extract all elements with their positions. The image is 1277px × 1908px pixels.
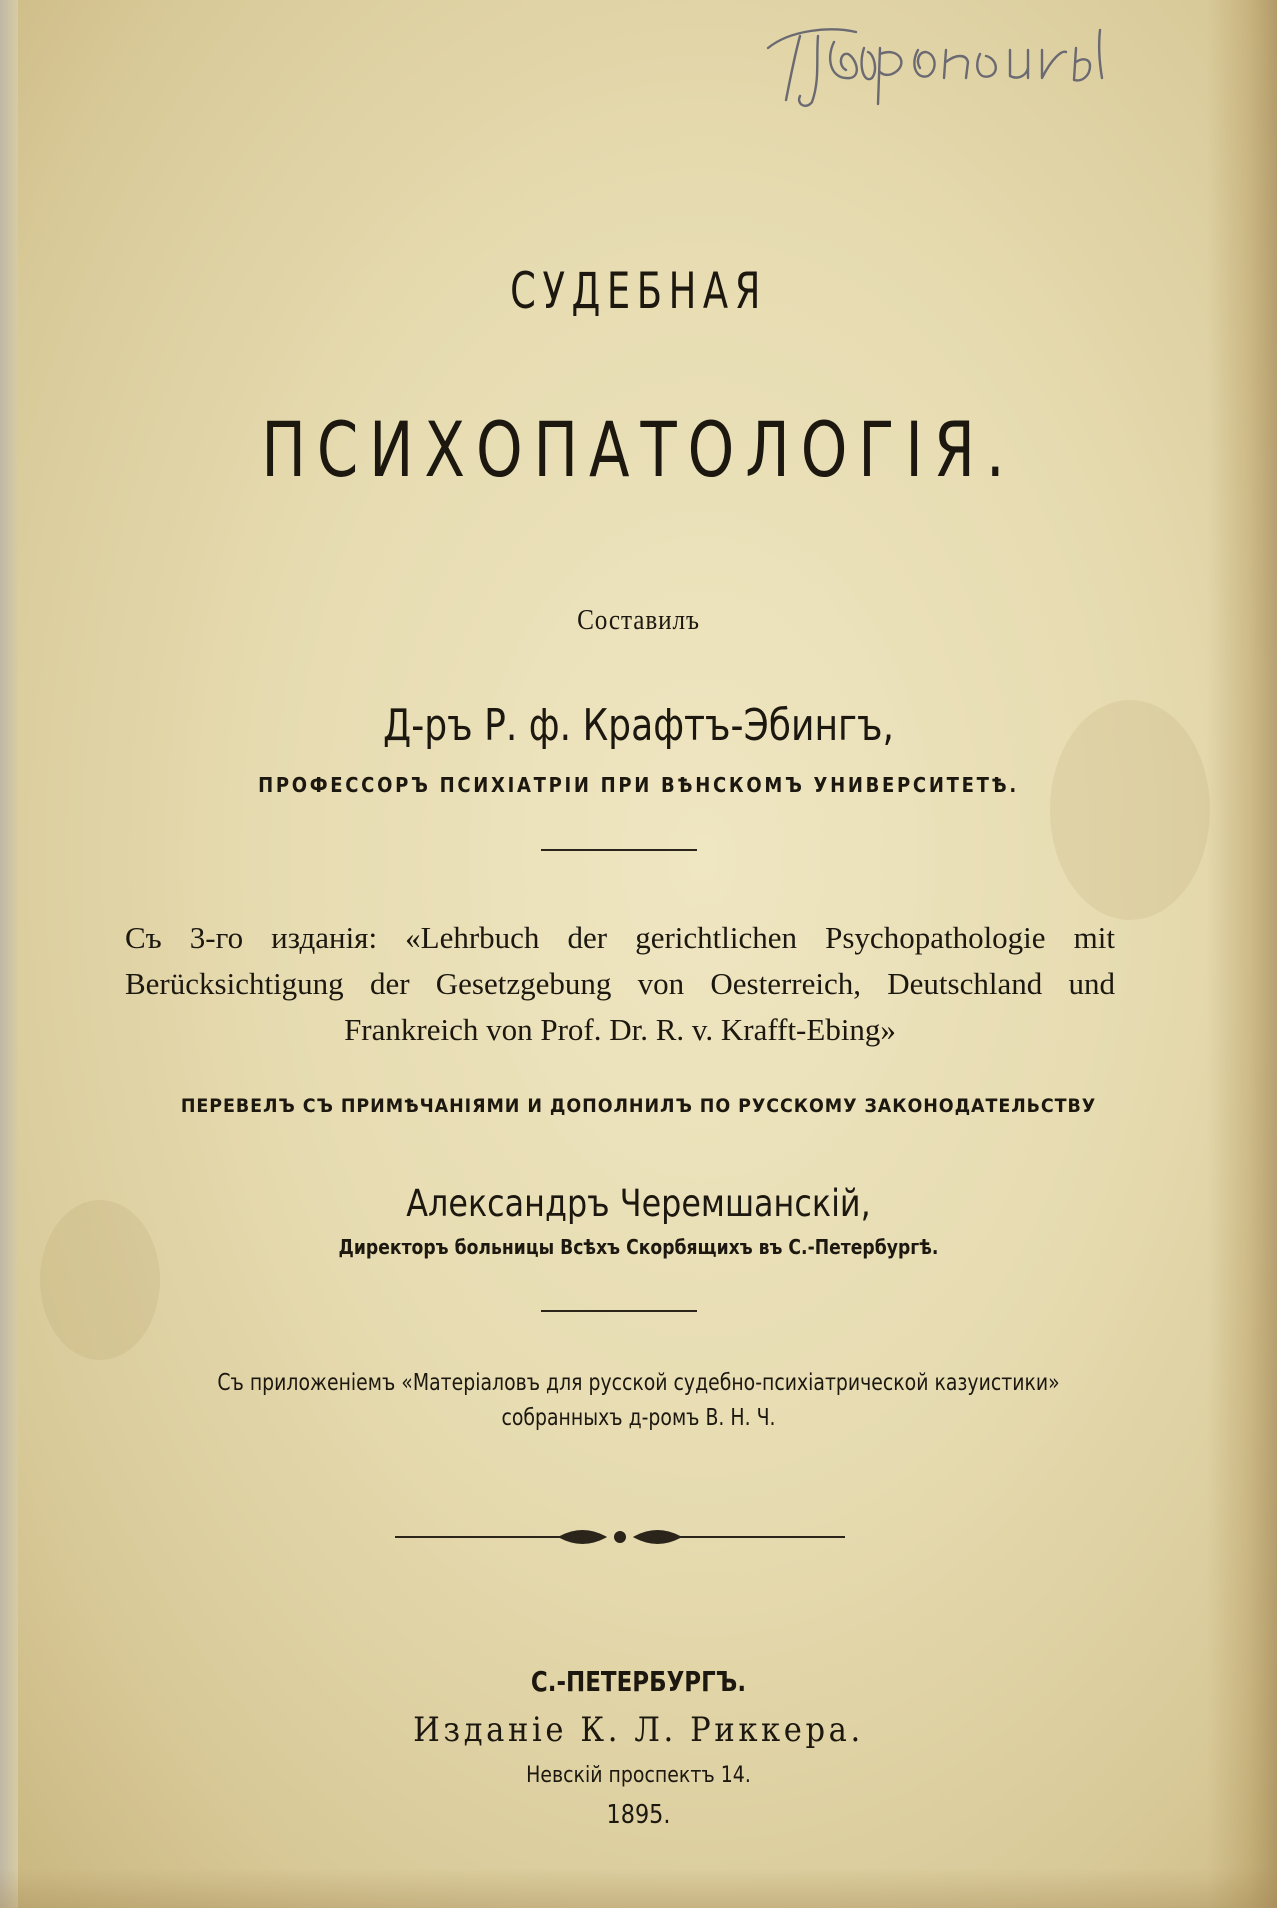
page-left-edge	[0, 0, 18, 1908]
appendix-line-2: собранныхъ д-ромъ В. Н. Ч.	[501, 1405, 776, 1431]
composed-by-label: Составилъ	[577, 605, 700, 636]
page-bottom-edge-shadow	[0, 1868, 1277, 1908]
source-edition-text: Съ 3-го изданія: «Lehrbuch der gerichtlichen Psychopathologie mit Berücksichtigung der Gesetzgebung von Oesterreich, Deutschland und Frankreich von Prof. Dr. R. v. Krafft-Ebing»	[125, 920, 1115, 1047]
translator-position: Директоръ больницы Всѣхъ Скорбящихъ въ С.-Петербургѣ.	[338, 1235, 939, 1259]
title-line-1: СУДЕБНАЯ	[510, 262, 767, 320]
imprint-city: С.-ПЕТЕРБУРГЪ.	[530, 1665, 747, 1698]
author-position: ПРОФЕССОРЪ ПСИХІАТРІИ ПРИ ВѢНСКОМЪ УНИВЕРСИТЕТѢ.	[258, 773, 1019, 797]
author-name: Д-ръ Р. ф. Крафтъ-Эбингъ,	[383, 700, 894, 751]
divider-rule	[541, 849, 697, 851]
imprint-year: 1895.	[606, 1800, 671, 1830]
title-line-2: ПСИХОПАТОЛОГІЯ.	[261, 405, 1016, 494]
divider-rule	[541, 1310, 697, 1312]
imprint-publisher: Изданіе К. Л. Риккера.	[413, 1710, 864, 1750]
page-right-edge-shadow	[1207, 0, 1277, 1908]
translation-note: ПЕРЕВЕЛЪ СЪ ПРИМѢЧАНІЯМИ И ДОПОЛНИЛЪ ПО РУССКОМУ ЗАКОНОДАТЕЛЬСТВУ	[180, 1095, 1097, 1117]
ornamental-rule	[395, 1525, 845, 1549]
translator-name: Александръ Черемшанскій,	[406, 1182, 871, 1225]
appendix-line-1: Съ приложеніемъ «Матеріаловъ для русской судебно-психіатрической казуистики»	[217, 1370, 1060, 1396]
imprint-address: Невскій проспектъ 14.	[526, 1763, 751, 1788]
handwritten-signature	[760, 18, 1180, 108]
